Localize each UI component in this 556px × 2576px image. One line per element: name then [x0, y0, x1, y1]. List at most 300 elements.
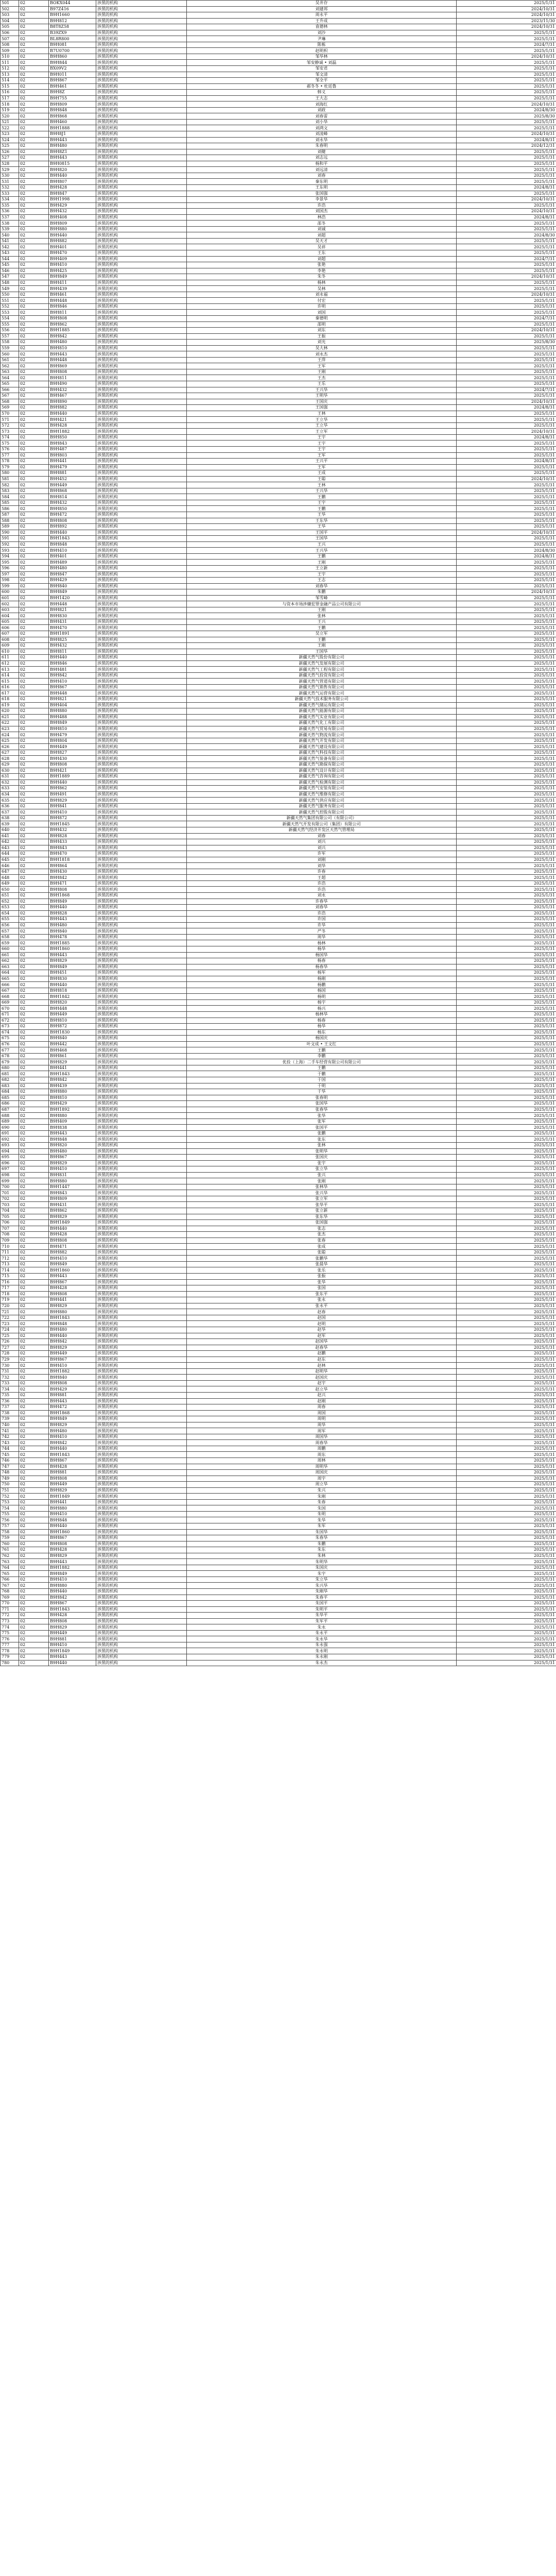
record-date: 2025/1/31 [457, 1029, 556, 1036]
table-row [1, 1523, 556, 1530]
record-name: 王东 [187, 250, 457, 256]
record-index: 757 [1, 1523, 19, 1530]
record-category: 涉黑的机构 [96, 155, 187, 161]
record-date: 2025/1/31 [457, 940, 556, 946]
record-date: 2025/1/31 [457, 1041, 556, 1047]
table-row [1, 381, 556, 387]
table-row [1, 268, 556, 274]
record-date: 2025/1/31 [457, 928, 556, 935]
record-name: 刘志远 [187, 155, 457, 161]
record-name: 刘春 [187, 173, 457, 179]
record-name: 周华 [187, 1422, 457, 1428]
record-index: 609 [1, 643, 19, 649]
table-row [1, 869, 556, 875]
record-date: 2025/1/31 [457, 1535, 556, 1541]
record-name: 朱春 [187, 1499, 457, 1505]
record-name: 刘凌峰 [187, 131, 457, 138]
record-name: 杨明 [187, 994, 457, 1000]
record-index: 752 [1, 1494, 19, 1500]
record-date: 2025/1/31 [457, 1113, 556, 1119]
table-row [1, 197, 556, 203]
record-category: 涉黑的机构 [96, 18, 187, 24]
record-region-code: 02 [19, 226, 49, 232]
record-region-code: 02 [19, 149, 49, 155]
record-region-code: 02 [19, 667, 49, 673]
record-index: 672 [1, 1018, 19, 1024]
record-name: 张永 [187, 1297, 457, 1303]
table-row [1, 363, 556, 369]
record-category: 涉黑的机构 [96, 250, 187, 256]
record-date: 2025/1/31 [457, 369, 556, 375]
record-date: 2025/1/31 [457, 1505, 556, 1512]
record-date: 2025/1/31 [457, 1517, 556, 1523]
record-id: B9H862 [49, 321, 96, 328]
record-region-code: 02 [19, 303, 49, 310]
table-row [1, 1416, 556, 1422]
record-category: 涉黑的机构 [96, 1535, 187, 1541]
record-category: 涉黑的机构 [96, 732, 187, 738]
table-row [1, 548, 556, 554]
table-row [1, 48, 556, 54]
record-date: 2025/1/31 [457, 417, 556, 423]
record-date: 2025/1/31 [457, 470, 556, 477]
record-date: 2025/1/31 [457, 1011, 556, 1018]
record-category: 涉黑的机构 [96, 1606, 187, 1613]
record-id: B9H428 [49, 1464, 96, 1470]
record-date: 2025/1/31 [457, 66, 556, 72]
record-date: 2024/8/31 [457, 405, 556, 411]
table-row [1, 536, 556, 542]
record-category: 涉黑的机构 [96, 1363, 187, 1369]
record-name: 赵立华 [187, 1386, 457, 1393]
record-category: 涉黑的机构 [96, 90, 187, 96]
record-name: 刘兴 [187, 839, 457, 845]
record-index: 719 [1, 1297, 19, 1303]
record-name: 新疆天然气装备有限公司 [187, 756, 457, 762]
record-date: 2025/1/31 [457, 1499, 556, 1505]
table-row [1, 274, 556, 280]
record-date: 2025/1/31 [457, 786, 556, 792]
record-name: 周林 [187, 1458, 457, 1464]
table-row [1, 899, 556, 905]
record-date: 2025/1/31 [457, 827, 556, 834]
record-name: 杨国庆 [187, 1036, 457, 1042]
record-region-code: 02 [19, 1011, 49, 1018]
record-category: 涉黑的机构 [96, 310, 187, 316]
record-category: 涉黑的机构 [96, 1398, 187, 1404]
record-name: 刘政 [187, 107, 457, 113]
record-date: 2025/1/31 [457, 958, 556, 964]
record-region-code: 02 [19, 880, 49, 887]
record-category: 涉黑的机构 [96, 1654, 187, 1660]
record-name: 王成 [187, 470, 457, 477]
record-index: 637 [1, 809, 19, 816]
record-name: 新疆天然气发展有限公司 [187, 660, 457, 667]
record-date: 2024/10/31 [457, 54, 556, 60]
record-index: 760 [1, 1541, 19, 1547]
record-index: 537 [1, 214, 19, 221]
record-region-code: 02 [19, 940, 49, 946]
record-name: 周鹏 [187, 1446, 457, 1452]
record-name: 杨刚 [187, 976, 457, 982]
record-name: 朱永刚 [187, 1654, 457, 1660]
record-name: 张国庆 [187, 1155, 457, 1161]
record-name: 刘春 [187, 833, 457, 839]
record-region-code: 02 [19, 1333, 49, 1339]
table-row [1, 607, 556, 613]
record-name: 周春华 [187, 1440, 457, 1446]
table-row [1, 1642, 556, 1648]
record-category: 涉黑的机构 [96, 209, 187, 215]
record-category: 涉黑的机构 [96, 1380, 187, 1386]
record-index: 780 [1, 1660, 19, 1666]
record-index: 702 [1, 1196, 19, 1202]
record-index: 712 [1, 1256, 19, 1262]
record-index: 602 [1, 601, 19, 607]
record-id: B9H818 [49, 988, 96, 994]
record-category: 涉黑的机构 [96, 1410, 187, 1416]
table-row [1, 1315, 556, 1321]
table-row [1, 1166, 556, 1173]
record-category: 涉黑的机构 [96, 744, 187, 750]
record-id: B9H880 [49, 708, 96, 715]
record-id: B9H410 [49, 1363, 96, 1369]
record-category: 涉黑的机构 [96, 1386, 187, 1393]
record-date: 2025/1/31 [457, 905, 556, 911]
record-id: B9H880 [49, 1309, 96, 1315]
record-name: 新疆天然气服务有限公司 [187, 803, 457, 809]
record-region-code: 02 [19, 381, 49, 387]
table-row [1, 292, 556, 298]
record-index: 778 [1, 1648, 19, 1654]
record-id: B9H849 [49, 1571, 96, 1577]
record-region-code: 02 [19, 429, 49, 435]
record-category: 涉黑的机构 [96, 1636, 187, 1642]
record-name: 王升成 [187, 18, 457, 24]
table-row [1, 42, 556, 48]
record-index: 530 [1, 173, 19, 179]
record-date: 2025/1/31 [457, 667, 556, 673]
record-id: B9H425 [49, 268, 96, 274]
table-row [1, 18, 556, 24]
record-category: 涉黑的机构 [96, 60, 187, 66]
record-name: 杨林 [187, 280, 457, 286]
record-region-code: 02 [19, 1642, 49, 1648]
record-index: 512 [1, 66, 19, 72]
record-name: 张国华 [187, 1101, 457, 1107]
record-region-code: 02 [19, 375, 49, 381]
record-id: B9H441 [49, 1499, 96, 1505]
record-date: 2025/1/31 [457, 821, 556, 827]
record-category: 涉黑的机构 [96, 541, 187, 548]
table-row [1, 1309, 556, 1315]
record-region-code: 02 [19, 137, 49, 143]
table-row [1, 1505, 556, 1512]
record-index: 683 [1, 1083, 19, 1089]
record-index: 565 [1, 381, 19, 387]
record-region-code: 02 [19, 1309, 49, 1315]
record-index: 744 [1, 1446, 19, 1452]
record-id: B9H432 [49, 827, 96, 834]
record-id: B9H1868 [49, 1410, 96, 1416]
record-index: 763 [1, 1559, 19, 1565]
record-category: 涉黑的机构 [96, 1256, 187, 1262]
record-region-code: 02 [19, 387, 49, 393]
record-name: 朱春明 [187, 143, 457, 149]
record-id: B9H812 [49, 18, 96, 24]
table-row [1, 720, 556, 726]
record-category: 涉黑的机构 [96, 869, 187, 875]
record-region-code: 02 [19, 732, 49, 738]
record-date: 2024/8/31 [457, 434, 556, 440]
table-row [1, 1208, 556, 1214]
record-name: 张振 [187, 1274, 457, 1280]
record-region-code: 02 [19, 500, 49, 506]
record-region-code: 02 [19, 1547, 49, 1553]
record-id: B9H430 [49, 869, 96, 875]
record-name: 杨国 [187, 988, 457, 994]
record-region-code: 02 [19, 1577, 49, 1583]
record-id: B9H830 [49, 976, 96, 982]
table-row [1, 1220, 556, 1226]
record-date: 2025/1/31 [457, 482, 556, 488]
record-category: 涉黑的机构 [96, 1321, 187, 1327]
record-name: 吴立军 [187, 631, 457, 637]
record-region-code: 02 [19, 36, 49, 42]
record-region-code: 02 [19, 1601, 49, 1607]
record-id: B9H491 [49, 791, 96, 798]
table-row [1, 1143, 556, 1149]
record-name: 许浩 [187, 880, 457, 887]
record-name: 郝冬冬 • 杜廷鲁 [187, 83, 457, 90]
table-row [1, 1351, 556, 1357]
record-index: 583 [1, 488, 19, 494]
record-index: 772 [1, 1613, 19, 1619]
record-region-code: 02 [19, 214, 49, 221]
record-id: B9H882 [49, 405, 96, 411]
record-id: B9H401 [49, 244, 96, 250]
record-index: 740 [1, 1422, 19, 1428]
record-date: 2025/1/31 [457, 221, 556, 227]
record-name: 刘刚 [187, 857, 457, 863]
record-id: B9H461 [49, 292, 96, 298]
record-id: B97Z416 [49, 6, 96, 12]
record-region-code: 02 [19, 714, 49, 720]
table-row [1, 1494, 556, 1500]
record-id: B9H847 [49, 191, 96, 197]
record-category: 涉黑的机构 [96, 643, 187, 649]
record-id: B9H428 [49, 1613, 96, 1619]
record-name: 张华平 [187, 1202, 457, 1208]
record-date: 2025/1/31 [457, 512, 556, 518]
record-index: 547 [1, 274, 19, 280]
record-region-code: 02 [19, 1107, 49, 1113]
record-index: 618 [1, 696, 19, 702]
record-index: 516 [1, 90, 19, 96]
record-id: B9H1868 [49, 893, 96, 899]
record-id: B9H441 [49, 1065, 96, 1071]
record-category: 涉黑的机构 [96, 696, 187, 702]
record-id: B9H480 [49, 1428, 96, 1434]
table-row [1, 494, 556, 500]
record-id: B9H1885 [49, 940, 96, 946]
record-region-code: 02 [19, 1535, 49, 1541]
record-index: 737 [1, 1404, 19, 1411]
record-category: 涉黑的机构 [96, 1452, 187, 1458]
record-date: 2024/7/31 [457, 387, 556, 393]
record-name: 王兴华 [187, 548, 457, 554]
table-row [1, 1137, 556, 1143]
record-date: 2025/1/31 [457, 809, 556, 816]
table-row [1, 1041, 556, 1047]
record-category: 涉黑的机构 [96, 340, 187, 346]
record-index: 728 [1, 1351, 19, 1357]
record-category: 涉黑的机构 [96, 1624, 187, 1631]
table-row [1, 1178, 556, 1184]
table-row [1, 60, 556, 66]
record-region-code: 02 [19, 988, 49, 994]
record-name: 许浩 [187, 910, 457, 917]
record-date: 2025/1/31 [457, 1351, 556, 1357]
table-row [1, 1410, 556, 1416]
record-id: B9H868 [49, 488, 96, 494]
record-id: B9H449 [49, 1482, 96, 1488]
table-row [1, 786, 556, 792]
record-date: 2025/1/31 [457, 1274, 556, 1280]
record-index: 659 [1, 940, 19, 946]
record-name: 张东华 [187, 1214, 457, 1220]
record-id: B9H1888 [49, 125, 96, 131]
record-id: B9H867 [49, 78, 96, 84]
record-date: 2025/1/31 [457, 381, 556, 387]
record-id: B9H470 [49, 625, 96, 631]
record-region-code: 02 [19, 1297, 49, 1303]
record-date: 2025/1/31 [457, 1571, 556, 1577]
record-name: 新疆天然气设计有限公司 [187, 768, 457, 774]
record-name: 林浩 [187, 214, 457, 221]
record-index: 673 [1, 1024, 19, 1030]
record-category: 涉黑的机构 [96, 756, 187, 762]
record-date: 2025/1/31 [457, 1470, 556, 1476]
record-name: 新疆天然气科技有限公司 [187, 750, 457, 756]
record-category: 涉黑的机构 [96, 833, 187, 839]
record-id: B9H1885 [49, 328, 96, 334]
record-category: 涉黑的机构 [96, 1107, 187, 1113]
record-region-code: 02 [19, 1368, 49, 1375]
table-row [1, 262, 556, 268]
record-region-code: 02 [19, 976, 49, 982]
record-index: 665 [1, 976, 19, 982]
record-id: B9H467 [49, 393, 96, 399]
table-row [1, 560, 556, 566]
record-index: 524 [1, 137, 19, 143]
record-name: 刘健 [187, 149, 457, 155]
record-region-code: 02 [19, 619, 49, 625]
record-category: 涉黑的机构 [96, 786, 187, 792]
table-row [1, 1101, 556, 1107]
record-date: 2025/1/31 [457, 268, 556, 274]
record-category: 涉黑的机构 [96, 137, 187, 143]
record-name: 于国 [187, 1077, 457, 1083]
table-row [1, 744, 556, 750]
record-index: 765 [1, 1571, 19, 1577]
record-region-code: 02 [19, 791, 49, 798]
record-region-code: 02 [19, 1511, 49, 1517]
record-category: 涉黑的机构 [96, 303, 187, 310]
record-region-code: 02 [19, 90, 49, 96]
record-category: 涉黑的机构 [96, 381, 187, 387]
record-date: 2024/10/31 [457, 476, 556, 482]
record-category: 涉黑的机构 [96, 482, 187, 488]
record-name: 张林 [187, 1143, 457, 1149]
record-name: 朱军平 [187, 1618, 457, 1624]
record-region-code: 02 [19, 964, 49, 970]
record-id: B9H081 [49, 42, 96, 48]
table-row [1, 244, 556, 250]
record-category: 涉黑的机构 [96, 845, 187, 851]
record-region-code: 02 [19, 893, 49, 899]
table-row [1, 988, 556, 994]
record-category: 涉黑的机构 [96, 24, 187, 30]
record-region-code: 02 [19, 1452, 49, 1458]
record-name: 新疆天然气检测有限公司 [187, 779, 457, 786]
record-name: 新疆天然气实业有限公司 [187, 714, 457, 720]
record-date: 2025/1/31 [457, 1232, 556, 1238]
record-category: 涉黑的机构 [96, 1291, 187, 1297]
record-id: B9H1845 [49, 821, 96, 827]
record-date: 2025/1/31 [457, 72, 556, 78]
table-row [1, 999, 556, 1006]
record-date: 2024/10/31 [457, 292, 556, 298]
record-category: 涉黑的机构 [96, 667, 187, 673]
record-region-code: 02 [19, 952, 49, 958]
record-id: B9H881 [49, 1392, 96, 1398]
record-date: 2024/8/31 [457, 553, 556, 560]
record-region-code: 02 [19, 18, 49, 24]
table-row [1, 1606, 556, 1613]
record-index: 550 [1, 292, 19, 298]
table-row [1, 214, 556, 221]
record-date: 2025/1/31 [457, 845, 556, 851]
table-row [1, 1297, 556, 1303]
record-category: 涉黑的机构 [96, 1547, 187, 1553]
record-index: 640 [1, 827, 19, 834]
record-date: 2025/1/31 [457, 1601, 556, 1607]
record-category: 涉黑的机构 [96, 970, 187, 976]
record-id: B9H440 [49, 982, 96, 988]
record-index: 502 [1, 6, 19, 12]
record-date: 2025/1/31 [457, 494, 556, 500]
record-index: 636 [1, 803, 19, 809]
record-name: 张永平 [187, 1303, 457, 1309]
record-index: 561 [1, 357, 19, 363]
record-category: 涉黑的机构 [96, 910, 187, 917]
record-index: 627 [1, 750, 19, 756]
table-row [1, 280, 556, 286]
table-row [1, 994, 556, 1000]
record-index: 724 [1, 1327, 19, 1333]
record-index: 701 [1, 1190, 19, 1196]
record-index: 534 [1, 197, 19, 203]
record-id: B9H443 [49, 1398, 96, 1404]
record-id: B9H429 [49, 202, 96, 209]
record-index: 544 [1, 256, 19, 262]
record-category: 涉黑的机构 [96, 1595, 187, 1601]
record-category: 涉黑的机构 [96, 1065, 187, 1071]
record-category: 涉黑的机构 [96, 357, 187, 363]
record-index: 590 [1, 530, 19, 536]
record-date: 2025/1/31 [457, 1565, 556, 1571]
